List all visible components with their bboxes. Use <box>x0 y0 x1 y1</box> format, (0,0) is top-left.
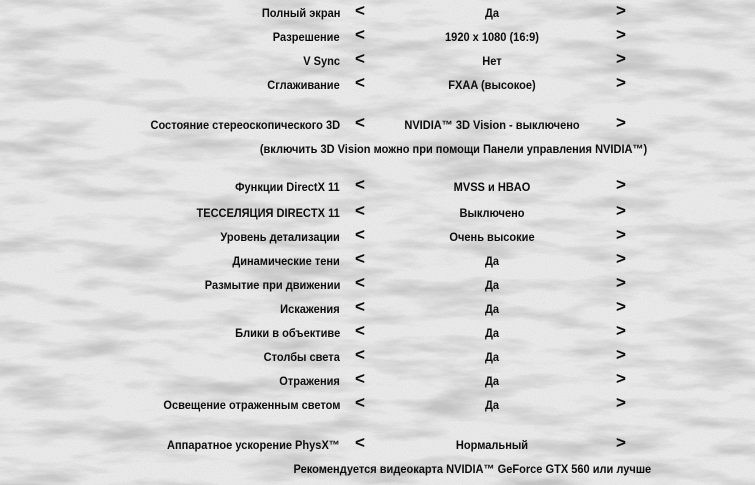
setting-value-antialiasing: FXAA (высокое) <box>448 78 536 92</box>
setting-value-distortions: Да <box>484 302 500 316</box>
setting-value-directx-features: MVSS и HBAO <box>453 180 531 194</box>
setting-row-motion-blur <box>0 275 755 297</box>
physx-hint-text <box>0 462 755 476</box>
setting-value-stereo3d: NVIDIA™ 3D Vision - выключено <box>404 118 580 132</box>
chevron-left-icon[interactable]: < <box>355 369 365 388</box>
chevron-right-icon[interactable]: > <box>616 433 626 452</box>
setting-row-reflections <box>0 371 755 393</box>
stereo-hint-text <box>0 142 755 156</box>
setting-label-tessellation: ТЕССЕЛЯЦИЯ DIRECTX 11 <box>196 206 340 220</box>
setting-label-stereo3d: Состояние стереоскопического 3D <box>150 118 340 132</box>
setting-value-physx: Нормальный <box>455 438 529 452</box>
setting-label-resolution: Разрешение <box>273 30 340 44</box>
setting-row-lens-flares <box>0 323 755 345</box>
chevron-left-icon[interactable]: < <box>355 345 365 364</box>
chevron-right-icon[interactable]: > <box>616 73 626 92</box>
chevron-right-icon[interactable]: > <box>616 321 626 340</box>
setting-label-light-shafts: Столбы света <box>263 350 340 364</box>
setting-label-dynamic-shadows: Динамические тени <box>232 254 340 268</box>
setting-row-physx <box>0 435 755 457</box>
setting-label-directx-features: Функции DirectX 11 <box>235 180 340 194</box>
setting-label-lens-flares: Блики в объективе <box>234 326 340 340</box>
setting-label-antialiasing: Сглаживание <box>267 78 340 92</box>
setting-label-detail-level: Уровень детализации <box>220 230 340 244</box>
chevron-left-icon[interactable]: < <box>355 433 365 452</box>
chevron-left-icon[interactable]: < <box>355 201 365 220</box>
chevron-right-icon[interactable]: > <box>616 249 626 268</box>
setting-value-reflected-lighting: Да <box>484 398 500 412</box>
chevron-right-icon[interactable]: > <box>616 369 626 388</box>
chevron-left-icon[interactable]: < <box>355 321 365 340</box>
setting-row-fullscreen <box>0 3 755 25</box>
chevron-right-icon[interactable]: > <box>616 345 626 364</box>
chevron-left-icon[interactable]: < <box>355 249 365 268</box>
setting-row-dynamic-shadows <box>0 251 755 273</box>
chevron-right-icon[interactable]: > <box>616 297 626 316</box>
chevron-left-icon[interactable]: < <box>355 273 365 292</box>
setting-row-resolution <box>0 27 755 49</box>
setting-value-dynamic-shadows: Да <box>484 254 500 268</box>
chevron-left-icon[interactable]: < <box>355 175 365 194</box>
chevron-right-icon[interactable]: > <box>616 113 626 132</box>
chevron-left-icon[interactable]: < <box>355 393 365 412</box>
chevron-left-icon[interactable]: < <box>355 49 365 68</box>
chevron-right-icon[interactable]: > <box>616 225 626 244</box>
setting-value-detail-level: Очень высокие <box>449 230 535 244</box>
physx-hint-label: Рекомендуется видеокарта NVIDIA™ GeForce GTX 560 или лучше <box>293 462 652 476</box>
setting-label-vsync: V Sync <box>303 54 340 68</box>
setting-value-reflections: Да <box>484 374 500 388</box>
setting-row-antialiasing <box>0 75 755 97</box>
setting-value-tessellation: Выключено <box>459 206 525 220</box>
chevron-left-icon[interactable]: < <box>355 113 365 132</box>
chevron-left-icon[interactable]: < <box>355 225 365 244</box>
chevron-right-icon[interactable]: > <box>616 1 626 20</box>
setting-value-motion-blur: Да <box>484 278 500 292</box>
chevron-left-icon[interactable]: < <box>355 25 365 44</box>
chevron-right-icon[interactable]: > <box>616 49 626 68</box>
stereo-hint-label: (включить 3D Vision можно при помощи Панели управления NVIDIA™) <box>259 142 648 156</box>
setting-value-resolution: 1920 x 1080 (16:9) <box>445 30 539 44</box>
chevron-right-icon[interactable]: > <box>616 175 626 194</box>
setting-row-detail-level <box>0 227 755 249</box>
setting-row-stereo3d <box>0 115 755 137</box>
setting-row-reflected-lighting <box>0 395 755 417</box>
setting-row-distortions <box>0 299 755 321</box>
chevron-right-icon[interactable]: > <box>616 273 626 292</box>
setting-value-vsync: Нет <box>482 54 502 68</box>
chevron-left-icon[interactable]: < <box>355 1 365 20</box>
setting-label-reflections: Отражения <box>279 374 340 388</box>
setting-value-lens-flares: Да <box>484 326 500 340</box>
chevron-right-icon[interactable]: > <box>616 393 626 412</box>
setting-value-light-shafts: Да <box>484 350 500 364</box>
setting-label-reflected-lighting: Освещение отраженным светом <box>162 398 340 412</box>
setting-label-distortions: Искажения <box>280 302 340 316</box>
setting-row-light-shafts <box>0 347 755 369</box>
setting-row-tessellation <box>0 203 755 225</box>
chevron-right-icon[interactable]: > <box>616 25 626 44</box>
setting-label-physx: Аппаратное ускорение PhysX™ <box>167 438 340 452</box>
chevron-left-icon[interactable]: < <box>355 73 365 92</box>
setting-value-fullscreen: Да <box>484 6 500 20</box>
setting-row-directx-features <box>0 177 755 199</box>
setting-row-vsync <box>0 51 755 73</box>
setting-label-motion-blur: Размытие при движении <box>204 278 340 292</box>
setting-label-fullscreen: Полный экран <box>261 6 340 20</box>
chevron-left-icon[interactable]: < <box>355 297 365 316</box>
chevron-right-icon[interactable]: > <box>616 201 626 220</box>
